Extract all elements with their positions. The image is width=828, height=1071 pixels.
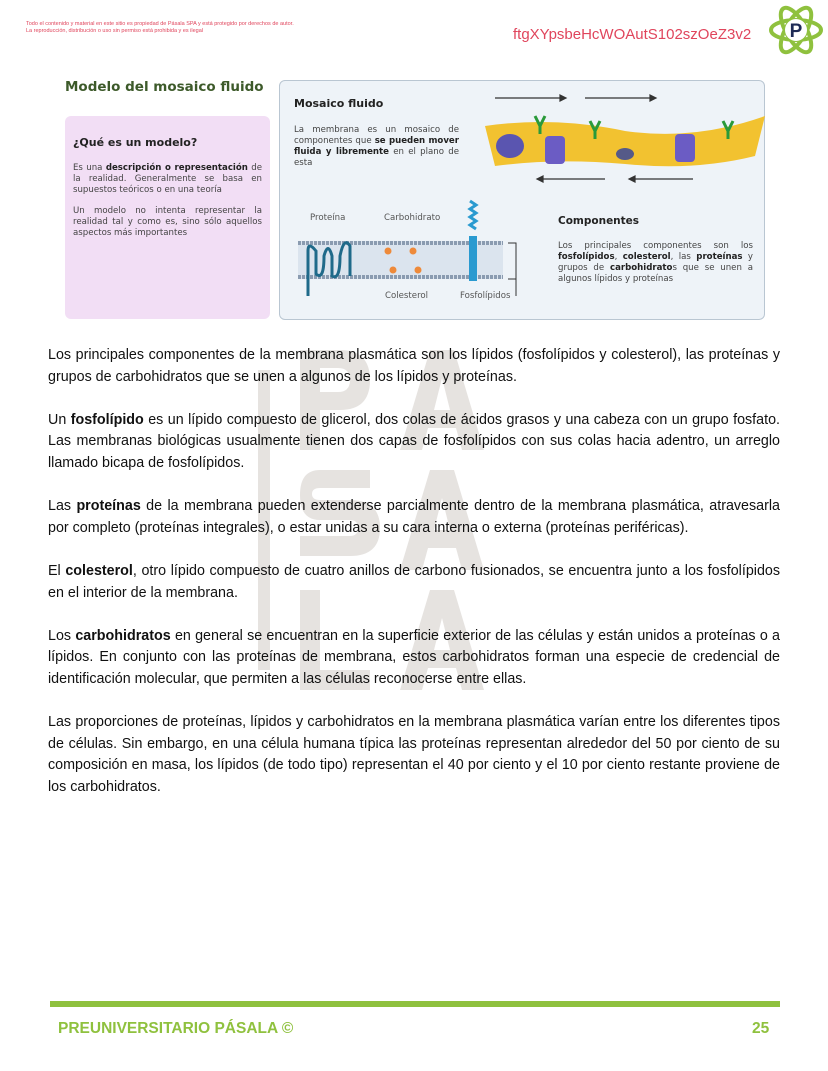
model-text: Es una descripción o representación de la realidad. Generalmente se basa en supuestos teóricos o en una teoría bbox=[73, 163, 263, 195]
atom-logo-icon bbox=[768, 2, 824, 58]
paragraph: El colesterol, otro lípido compuesto de cuatro anillos de carbono fusionados, se encuentra junto a los fosfolípidos en el interior de la membrana. bbox=[48, 562, 781, 601]
paragraph: Un fosfolípido es un lípido compuesto de glicerol, dos colas de ácidos grasos y una cabeza con un grupo fosfato. Las membranas biológicas usualmente tienen dos capas de fosfolípidos con sus colas hacia adentro, un arreglo llamado bicapa de fosfolípidos. bbox=[48, 411, 780, 471]
document-code: ftgXYpsbeHcWOAutS102szOeZ3v2 bbox=[513, 26, 752, 43]
model-text: Un modelo no intenta representar la realidad tal y como es, sino sólo aquellos aspectos más importantes bbox=[73, 206, 262, 238]
label-phospholipids: Fosfolípidos bbox=[460, 291, 511, 301]
footer-brand: PREUNIVERSITARIO PÁSALA © bbox=[58, 1020, 294, 1037]
model-heading: ¿Qué es un modelo? bbox=[73, 136, 198, 149]
paragraph: Las proteínas de la membrana pueden extenderse parcialmente dentro de la membrana plasmática, atravesarla por completo (proteínas integrales), o estar unidas a su cara interna o externa (proteínas periféricas). bbox=[48, 498, 780, 536]
body-text bbox=[48, 345, 780, 820]
paragraph: Los principales componentes de la membrana plasmática son los lípidos (fosfolípidos y colesterol), las proteínas y grupos de carbohidratos que se unen a algunos de los lípidos y proteínas. bbox=[48, 347, 780, 385]
model-card bbox=[65, 116, 270, 319]
notice-line: Todo el contenido y material en este sitio es propiedad de Pásala SPA y está protegido por derechos de autor. bbox=[26, 21, 294, 27]
copyright-notice bbox=[26, 21, 294, 34]
figure-title: Modelo del mosaico fluido bbox=[65, 79, 264, 95]
components-heading: Componentes bbox=[558, 215, 640, 227]
notice-line: La reproducción, distribución o uso sin permiso está prohibida y es ilegal bbox=[26, 27, 204, 34]
footer-divider bbox=[50, 1001, 780, 1007]
mosaic-card bbox=[279, 80, 765, 320]
mosaic-heading: Mosaico fluido bbox=[294, 97, 384, 110]
label-carbohydrate: Carbohidrato bbox=[384, 213, 441, 223]
paragraph: Las proporciones de proteínas, lípidos y carbohidratos en la membrana plasmática varían entre los diferentes tipos de células. Sin embargo, en una célula humana típica las proteínas representan alrededor del 50 por ciento de su composición en masa, los lípidos (de todo tipo) representan el 40 por ciento y el 10 por ciento restante proviene de los carbohidratos. bbox=[48, 714, 780, 795]
components-text: Los principales componentes son los fosfolípidos, colesterol, las proteínas y grupos de carbohidratos que se unen a algunos lípidos y proteínas bbox=[558, 241, 754, 284]
label-cholesterol: Colesterol bbox=[385, 291, 429, 301]
page-number: 25 bbox=[752, 1020, 770, 1037]
svg-text:P: P bbox=[789, 21, 803, 42]
membrane-illustration bbox=[475, 86, 765, 186]
label-protein: Proteína bbox=[310, 213, 346, 223]
mosaic-text: La membrana es un mosaico de componentes que se pueden mover fluida y libremente en el plano de esta bbox=[294, 125, 459, 168]
paragraph: Los carbohidratos en general se encuentran en la superficie exterior de las células y están unidos a proteínas o a lípidos. En conjunto con las proteínas de membrana, estos carbohidratos forman una especie de credencial de identificación molecular, que permiten a las células reconocerse entre ellas. bbox=[48, 627, 780, 687]
